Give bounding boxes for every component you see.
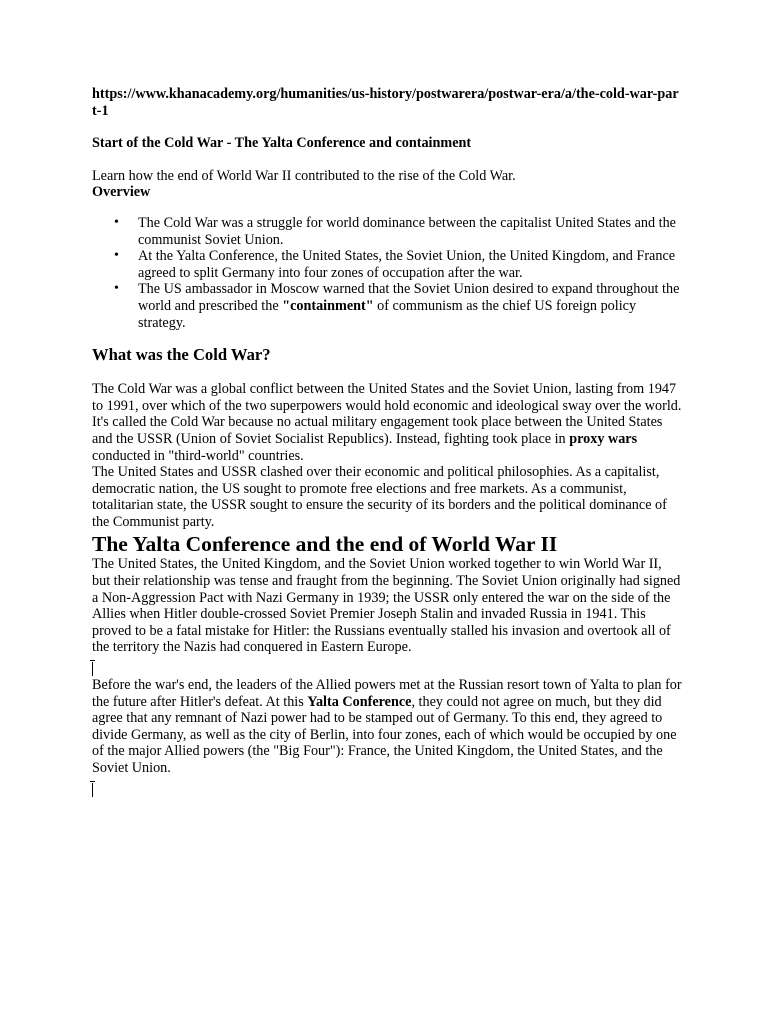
- list-item-text: of communism as the chief US foreign policy strategy.: [138, 297, 637, 331]
- text-cursor-icon: [92, 781, 100, 798]
- list-item-bold: "containment": [282, 297, 374, 314]
- cold-war-paragraph-1: [92, 381, 682, 464]
- paragraph-bold: proxy wars: [569, 430, 638, 447]
- overview-label: Overview: [92, 184, 151, 201]
- list-item-text: At the Yalta Conference, the United States, the Soviet Union, the United Kingdom, and France agreed to split Germany into four zones of occupation after the war.: [138, 248, 676, 281]
- list-item: [138, 215, 682, 248]
- document-page: [92, 86, 682, 798]
- section-heading-yalta: The Yalta Conference and the end of World War II: [92, 532, 558, 557]
- paragraph-text: Before the war's end, the leaders of the Allied powers met at the Russian resort town of Yalta to plan for the future after Hitler's defeat. At this: [92, 677, 682, 710]
- paragraph-text: conducted in "third-world" countries.: [92, 447, 304, 464]
- paragraph-text: , they could not agree on much, but they did agree that any remnant of Nazi power had to be stamped out of Germany. To this end, they agreed to divide Germany, as well as the city of Berlin, into four zones, each of which would be occupied by one of the major Allied powers (the "Big Four"): France, the United Kingdom, the United States, and the Soviet Union.: [92, 693, 677, 776]
- paragraph-bold: Yalta Conference: [307, 693, 412, 710]
- article-title: Start of the Cold War - The Yalta Conference and containment: [92, 135, 472, 152]
- list-item-text: The Cold War was a struggle for world dominance between the capitalist United States and the communist Soviet Union.: [138, 214, 676, 248]
- section-heading-cold-war: What was the Cold War?: [92, 345, 271, 365]
- list-item: [138, 281, 682, 331]
- list-item: [138, 248, 682, 281]
- yalta-paragraph-1: The United States, the United Kingdom, and the Soviet Union worked together to win World War II, but their relationship was tense and fraught from the beginning. The Soviet Union originally had signed a Non-Aggression Pact with Nazi Germany in 1939; the USSR only entered the war on the side of the Allies when Hitler double-crossed Soviet Premier Joseph Stalin and invaded Russia in 1941. This proved to be a fatal mistake for Hitler: the Russians eventually stalled his invasion and overtook all of the territory the Nazis had conquered in Eastern Europe.: [92, 556, 681, 656]
- cold-war-paragraph-2: The United States and USSR clashed over their economic and political philosophies. As a capitalist, democratic nation, the US sought to promote free elections and free markets. As a communist, totalitarian state, the USSR sought to ensure the security of its borders and the political dominance of the Communist party.: [92, 464, 667, 530]
- list-item-text: The US ambassador in Moscow warned that the Soviet Union desired to expand throughout the world and prescribed the: [138, 281, 680, 314]
- yalta-paragraph-2: [92, 677, 682, 777]
- intro-text: Learn how the end of World War II contributed to the rise of the Cold War.: [92, 167, 516, 184]
- text-cursor-icon: [92, 660, 100, 677]
- overview-list: [92, 215, 682, 331]
- source-url: https://www.khanacademy.org/humanities/us-history/postwarera/postwar-era/a/the-cold-war-part-1: [92, 86, 679, 119]
- paragraph-text: The Cold War was a global conflict between the United States and the Soviet Union, lasting from 1947 to 1991, over which of the two superpowers would hold economic and ideological sway over the world. It's called the Cold War because no actual military engagement took place between the United States and the USSR (Union of Soviet Socialist Republics). Instead, fighting took place in: [92, 381, 682, 447]
